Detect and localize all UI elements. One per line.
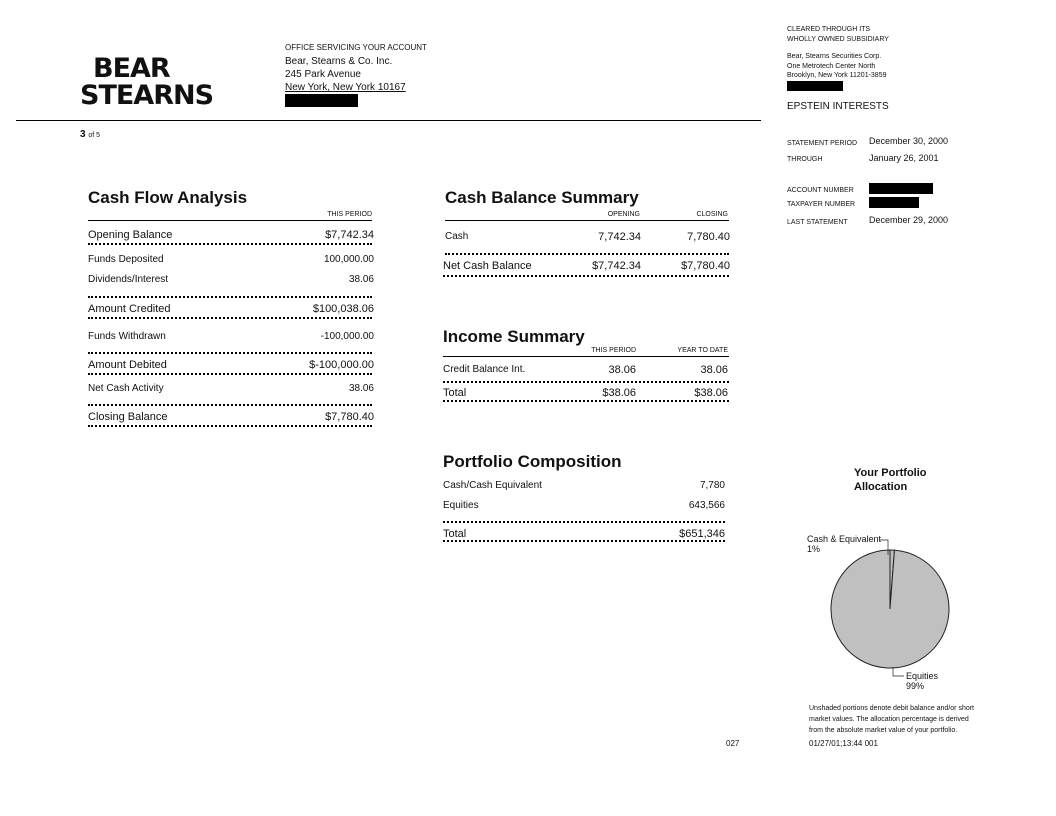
footer-code: 027 [726,739,740,748]
header-rule [16,120,761,121]
rule [443,356,729,357]
row-label: Total [443,387,467,399]
dotted-rule [443,521,725,523]
footer-timestamp: 01/27/01;13:44 001 [809,739,878,748]
col-opening-header: OPENING [607,211,640,218]
income-title: Income Summary [443,327,585,346]
row-label: Dividends/Interest [88,274,169,285]
row-label: Cash [445,231,469,242]
office-city: New York, New York 10167 [285,82,406,93]
office-name: Bear, Stearns & Co. Inc. [285,56,393,67]
office-street: 245 Park Avenue [285,69,361,80]
dotted-rule [88,373,372,375]
row-value: $7,780.40 [325,411,374,423]
col-period-header: THIS PERIOD [591,347,636,354]
row-value: 38.06 [348,383,374,394]
equities-leader-line [893,667,904,676]
taxpayer-number-label: TAXPAYER NUMBER [787,201,856,208]
office-label: OFFICE SERVICING YOUR ACCOUNT [285,43,427,52]
row-label: Closing Balance [88,411,168,423]
row-label: Net Cash Activity [88,383,164,394]
dotted-rule [443,381,729,383]
office-address [285,43,427,111]
clearing-street: One Metrotech Center North [787,62,876,70]
row-label: Total [443,528,467,540]
dotted-rule [88,296,372,298]
redacted-taxpayer-number [869,197,919,208]
clearing-line-2: WHOLLY OWNED SUBSIDIARY [787,35,889,43]
row-value: $-100,000.00 [309,359,374,371]
row-label: Cash/Cash Equivalent [443,480,542,491]
row-period: 38.06 [608,364,636,376]
row-closing: 7,780.40 [687,231,730,243]
dotted-rule [443,540,725,542]
cash-balance-title: Cash Balance Summary [445,188,639,207]
row-label: Amount Debited [88,359,167,371]
row-label: Funds Deposited [88,254,164,265]
row-value: 38.06 [348,274,374,285]
col-ytd-header: YEAR TO DATE [677,347,728,354]
col-closing-header: CLOSING [696,211,728,218]
account-name: EPSTEIN INTERESTS [787,101,889,112]
allocation-title [854,466,927,494]
cash-slice-name: Cash & Equivalent [807,534,882,544]
page-of: of 5 [88,132,101,139]
last-statement-value: December 29, 2000 [869,215,949,225]
redacted-block [285,94,358,107]
logo-line-2: STEARNS [80,80,214,111]
page-number: 3 [80,129,86,140]
footnote-line-3: from the absolute market value of your portfolio. [809,727,958,734]
row-value: 643,566 [688,500,725,511]
cash-slice-pct: 1% [807,544,821,554]
row-closing: $7,780.40 [681,260,730,272]
row-value: 7,780 [699,480,725,491]
footnote-line-1: Unshaded portions denote debit balance and/or short [809,705,975,712]
pie-slices [831,550,949,668]
row-ytd: 38.06 [700,364,728,376]
row-label: Opening Balance [88,229,173,241]
row-opening: 7,742.34 [598,231,641,243]
row-value: -100,000.00 [320,331,374,342]
allocation-title-line-1: Your Portfolio [854,467,927,479]
statement-period-value: December 30, 2000 [869,136,949,146]
clearing-line-1: CLEARED THROUGH ITS [787,26,871,33]
dotted-rule [88,352,372,354]
rule [445,220,729,221]
account-number-label: ACCOUNT NUMBER [787,187,854,194]
rule [88,220,372,221]
row-value: $651,346 [679,528,725,540]
cash-flow-col-header: THIS PERIOD [327,211,372,218]
row-label: Credit Balance Int. [443,364,526,375]
redacted-account-number [869,183,933,194]
cash-flow-title: Cash Flow Analysis [88,188,248,207]
clearing-name: Bear, Stearns Securities Corp. [787,53,882,60]
logo-line-1: BEAR [93,53,170,84]
row-label: Net Cash Balance [443,260,532,272]
page-indicator [80,129,100,140]
row-ytd: $38.06 [694,387,728,399]
clearing-info [787,25,889,44]
row-value: 100,000.00 [323,254,374,265]
row-value: $7,742.34 [325,229,374,241]
row-label: Amount Credited [88,303,171,315]
through-value: January 26, 2001 [869,153,939,163]
portfolio-title: Portfolio Composition [443,452,622,471]
row-period: $38.06 [602,387,636,399]
equities-slice [831,550,949,668]
redacted-block [787,81,843,91]
dotted-rule [88,404,372,406]
allocation-pie-chart [800,530,980,690]
row-opening: $7,742.34 [592,260,641,272]
through-label: THROUGH [787,156,823,163]
dotted-rule [88,425,372,427]
row-label: Equities [443,500,479,511]
dotted-rule [88,317,372,319]
clearing-address [787,52,887,94]
bear-stearns-logo [80,55,213,109]
allocation-footnote [809,703,999,736]
last-statement-label: LAST STATEMENT [787,219,848,226]
equities-slice-pct: 99% [906,681,925,691]
footnote-line-2: market values. The allocation percentage is derived [809,716,969,723]
allocation-title-line-2: Allocation [854,481,908,493]
dotted-rule [88,243,372,245]
row-value: $100,038.06 [312,303,374,315]
clearing-city: Brooklyn, New York 11201-3859 [787,72,887,79]
statement-period-label: STATEMENT PERIOD [787,140,858,147]
row-label: Funds Withdrawn [88,331,166,342]
equities-slice-name: Equities [906,671,939,681]
dotted-rule [443,400,729,402]
dotted-rule [443,275,729,277]
dotted-rule [445,253,729,255]
